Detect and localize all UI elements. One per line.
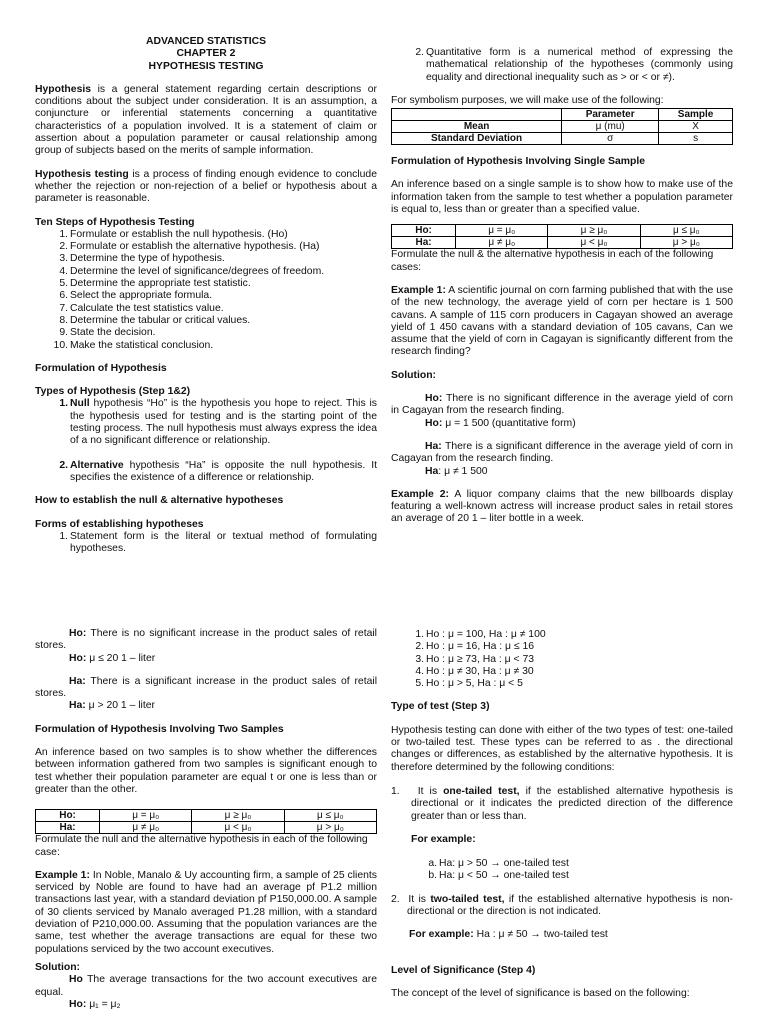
step-item [59, 278, 377, 290]
form-statement-item: 1. Statement form is the literal or textual method of formulating hypotheses. [59, 530, 377, 555]
list-text: Ha: μ > 50 → one-tailed test [439, 858, 569, 870]
two-tailed-item: 2. It is two-tailed test, if the established alternative hypothesis is non-directional or the direction is not indicated. [391, 893, 733, 918]
term-hypothesis: Hypothesis [35, 83, 92, 95]
list-text: Make the statistical conclusion. [70, 339, 214, 351]
list-number: 2. [415, 641, 424, 653]
list-number: 4. [59, 265, 68, 277]
one-tailed-item: 1. It is one-tailed test, if the established alternative hypothesis is directional or it indicates the predicted direction of the difference greater than or less than. [391, 785, 733, 822]
list-number: 1. [415, 629, 424, 640]
step-item [59, 253, 377, 265]
form-quantitative-item: 2. Quantitative form is a numerical method of expressing the mathematical relationship of the hypotheses (commonly using equality and directional inequality such as > or < or ≠). [415, 47, 733, 83]
list-text: Ho : μ = 16, Ha : μ ≤ 16 [426, 641, 535, 653]
parameter-table [391, 108, 733, 145]
two-ho-statement: Ho The average transactions for the two account executives are equal. [35, 974, 377, 998]
list-number: 5. [415, 678, 424, 690]
table-cell: μ = μ₀ [456, 225, 548, 237]
type-null-item: 1. Null hypothesis “Ho” is the hypothesis you hope to reject. This is the hypothesis used for testing and is the starting point of the testing process. The null hypothesis must always express the idea of a no significant difference or relationship. [59, 398, 377, 447]
two-samples-heading: Formulation of Hypothesis Involving Two Samples [35, 723, 284, 735]
table-cell: σ [562, 133, 659, 145]
table-row [392, 237, 733, 249]
title-line-1: ADVANCED STATISTICS [145, 36, 267, 47]
single-example-2: Example 2: A liquor company claims that the new billboards display featuring a well-known actress will increase product sales in retail stores an average of 20 1 – liter bottle in a week. [391, 488, 733, 525]
single-sample-heading: Formulation of Hypothesis Involving Single Sample [391, 156, 646, 168]
type-alternative-item: 2. Alternative hypothesis “Ha” is opposite the null hypothesis. It specifies the existence of a difference or relationship. [59, 459, 377, 483]
page-title [35, 36, 377, 73]
single-solution-label: Solution: [391, 369, 437, 381]
list-text: Formulate or establish the alternative hypothesis. (Ha) [70, 241, 320, 253]
ten-steps-heading: Ten Steps of Hypothesis Testing [35, 216, 195, 228]
table-cell: μ ≠ μ₀ [456, 237, 548, 249]
forms-heading: Forms of establishing hypotheses [35, 518, 204, 530]
two-solution-label: Solution: [35, 961, 81, 973]
table-cell: μ ≥ μ₀ [192, 810, 284, 822]
step-item [59, 314, 377, 327]
table-cell: s [659, 133, 733, 145]
table-cell: μ ≤ μ₀ [284, 810, 376, 822]
list-number: 2. [59, 241, 68, 253]
table-cell: μ ≥ μ₀ [548, 225, 640, 237]
establish-heading: How to establish the null & alternative hypotheses [35, 495, 284, 507]
ex2-ha-quantitative: Ha: μ > 20 1 – liter [69, 700, 155, 712]
step-item [59, 265, 377, 278]
table-cell: μ > μ₀ [640, 237, 732, 249]
list-number: 8. [59, 314, 68, 326]
table-cell: μ < μ₀ [192, 822, 284, 834]
hypotheses-exercise-list [415, 629, 733, 690]
table-row [392, 121, 733, 133]
list-text: Ho : μ = 100, Ha : μ ≠ 100 [426, 629, 546, 640]
tail-types-list-2 [391, 894, 733, 919]
step-item [59, 228, 377, 241]
left-top-column [35, 36, 377, 555]
exercise-item [415, 629, 733, 641]
table-header-cell: Parameter [562, 109, 659, 121]
two-samples-table [35, 809, 377, 834]
title-line-2: CHAPTER 2 [176, 48, 236, 60]
list-number: 6. [59, 290, 68, 302]
list-number: 3. [415, 653, 424, 665]
term-hypothesis-testing: Hypothesis testing [35, 168, 129, 180]
two-example-1: Example 1: In Noble, Manalo & Uy accounting firm, a sample of 25 clients serviced by Noble are found to have had an average pf P1.2 million transactions last year, with a standard deviation pf P150,000.00. A sample of 30 clients serviced by Manalo averaged P1.28 million, with a standard deviation of P210,000.00. Assuming that the population variances are the same, test whether the average transactions are equal for these two populations serviced by the two account executives. [35, 869, 377, 955]
right-top-column [391, 47, 733, 526]
hypothesis-testing-definition [35, 169, 377, 206]
significance-heading: Level of Significance (Step 4) [391, 964, 536, 976]
list-text: Calculate the test statistics value. [70, 302, 224, 314]
list-number: 3. [59, 253, 68, 265]
ten-steps-list [53, 228, 377, 352]
list-number: 9. [59, 327, 68, 339]
for-example-label-1: For example: [411, 833, 476, 845]
hypothesis-def-text: is a general statement regarding certain descriptions or conditions about the subject under consideration. It is an assumption, a conjuncture or inferential statements concerning a quantitative characteristics of a population involved. It is a statement of claim or assertion about a population parameter or causal relationship among group of subjects based on the merits of sample information. [35, 83, 377, 157]
list-text: Determine the type of hypothesis. [70, 253, 225, 265]
table-header-row [392, 109, 733, 121]
list-text: Determine the appropriate test statistic. [70, 278, 251, 290]
list-number: 7. [59, 302, 68, 314]
exercise-item [415, 641, 733, 653]
two-samples-instruction: Formulate the null and the alternative hypothesis in each of the following case: [35, 834, 368, 858]
single-ha-statement: Ha: There is a significant difference in the average yield of corn in Cagayan from the research finding. [391, 440, 733, 465]
one-tailed-examples [428, 858, 733, 883]
left-bottom-column [35, 628, 377, 1011]
table-row [36, 822, 377, 834]
table-header-cell: Sample [659, 109, 733, 121]
list-text: Formulate or establish the null hypothesis. (Ho) [70, 228, 288, 240]
single-sample-table [391, 224, 733, 249]
list-text: Ho : μ > 5, Ha : μ < 5 [426, 678, 523, 690]
significance-intro: The concept of the level of significance is based on the following: [391, 987, 690, 999]
table-cell: μ ≤ μ₀ [640, 225, 732, 237]
two-ho-quantitative: Ho: μ₁ = μ₂ [69, 998, 121, 1010]
table-row [392, 133, 733, 145]
single-sample-instruction: Formulate the null & the alternative hypothesis in each of the following cases: [391, 249, 714, 273]
single-sample-intro: An inference based on a single sample is to show how to make use of the information taken from the sample to test whether a population parameter is equal to, less than or greater than a specified value. [391, 179, 733, 216]
table-cell: Ha: [36, 822, 100, 834]
list-number: 5. [59, 278, 68, 290]
types-heading: Types of Hypothesis (Step 1&2) [35, 386, 191, 398]
right-bottom-column [391, 629, 733, 1000]
title-line-3: HYPOTHESIS TESTING [148, 60, 264, 72]
types-list [59, 398, 377, 484]
single-ha-quantitative: Ha: μ ≠ 1 500 [425, 465, 488, 477]
table-header-cell [392, 109, 562, 121]
table-cell: Ho: [392, 225, 456, 237]
list-text: State the decision. [70, 327, 156, 339]
table-row [36, 810, 377, 822]
type-of-test-heading: Type of test (Step 3) [391, 701, 490, 713]
ex2-ho-statement: Ho: There is no significant increase in the product sales of retail stores. [35, 628, 377, 652]
table-cell: Mean [392, 121, 562, 133]
tail-types-list [391, 786, 733, 823]
single-ho-quantitative: Ho: μ = 1 500 (quantitative form) [425, 417, 576, 429]
step-item [59, 290, 377, 302]
list-text: Determine the tabular or critical values. [70, 314, 251, 326]
exercise-item [415, 678, 733, 690]
table-cell: μ (mu) [562, 121, 659, 133]
forms-list-cont [415, 47, 733, 84]
single-ho-statement: Ho: There is no significant difference in the average yield of corn in Cagayan from the research finding. [391, 393, 733, 417]
list-number: b. [428, 870, 437, 882]
step-item [53, 339, 377, 352]
list-number: 4. [415, 665, 424, 677]
table-cell: Standard Deviation [392, 133, 562, 145]
ex2-ho-quantitative: Ho: μ ≤ 20 1 – liter [69, 652, 156, 664]
table-cell: μ = μ₀ [100, 810, 192, 822]
list-text: Determine the level of significance/degrees of freedom. [70, 265, 325, 277]
exercise-item [415, 665, 733, 678]
two-tailed-example: For example: Ha : μ ≠ 50 → two-tailed test [409, 929, 608, 941]
table-cell: X [659, 121, 733, 133]
type-of-test-intro: Hypothesis testing can done with either of the two types of test: one-tailed or two-tailed test. These types can be referred to as . the directional changes or differences, as established by the alternative hypothesis. It is therefore determined by the following conditions: [391, 724, 733, 773]
table-cell: μ ≠ μ₀ [100, 822, 192, 834]
one-tailed-example-item [428, 870, 733, 882]
forms-list [59, 530, 377, 556]
list-number: 10. [53, 339, 68, 351]
two-samples-intro: An inference based on two samples is to show whether the differences between information gathered from two samples is significant enough to test whether their population parameter are equal t or one is less than or greater than the other. [35, 747, 377, 795]
hypothesis-testing-def-text: is a process of finding enough evidence to conclude whether the rejection or non-rejection of a belief or hypothesis about a parameter is reasonable. [35, 168, 377, 205]
exercise-item [415, 653, 733, 666]
one-tailed-example-item [428, 858, 733, 870]
list-text: Ha: μ < 50 → one-tailed test [439, 870, 569, 882]
step-item [59, 302, 377, 315]
table-cell: Ho: [36, 810, 100, 822]
list-text: Select the appropriate formula. [70, 290, 213, 302]
list-text: Ho : μ ≠ 30, Ha : μ ≠ 30 [426, 665, 534, 677]
formulation-heading: Formulation of Hypothesis [35, 362, 167, 374]
table-row [392, 225, 733, 237]
single-example-1: Example 1: A scientific journal on corn farming published that with the use of the new technology, the average yield of corn per hectare is 1 500 cavans. A sample of 115 corn producers in Cagayan showed an average yield of 1 450 cavans with a standard deviation of 105 cavans, Can we assume that the yield of corn in Cagayan is significantly different from the research finding? [391, 284, 733, 358]
list-number: 1. [59, 228, 68, 240]
symbolism-text: For symbolism purposes, we will make use of the following: [391, 94, 664, 106]
step-item [59, 241, 377, 253]
table-cell: Ha: [392, 237, 456, 249]
hypothesis-definition [35, 84, 377, 158]
table-cell: μ > μ₀ [284, 822, 376, 834]
list-number: a. [428, 858, 437, 870]
step-item [59, 327, 377, 339]
ex2-ha-statement: Ha: There is a significant increase in the product sales of retail stores. [35, 675, 377, 700]
list-text: Ho : μ ≥ 73, Ha : μ < 73 [426, 653, 535, 665]
table-cell: μ < μ₀ [548, 237, 640, 249]
